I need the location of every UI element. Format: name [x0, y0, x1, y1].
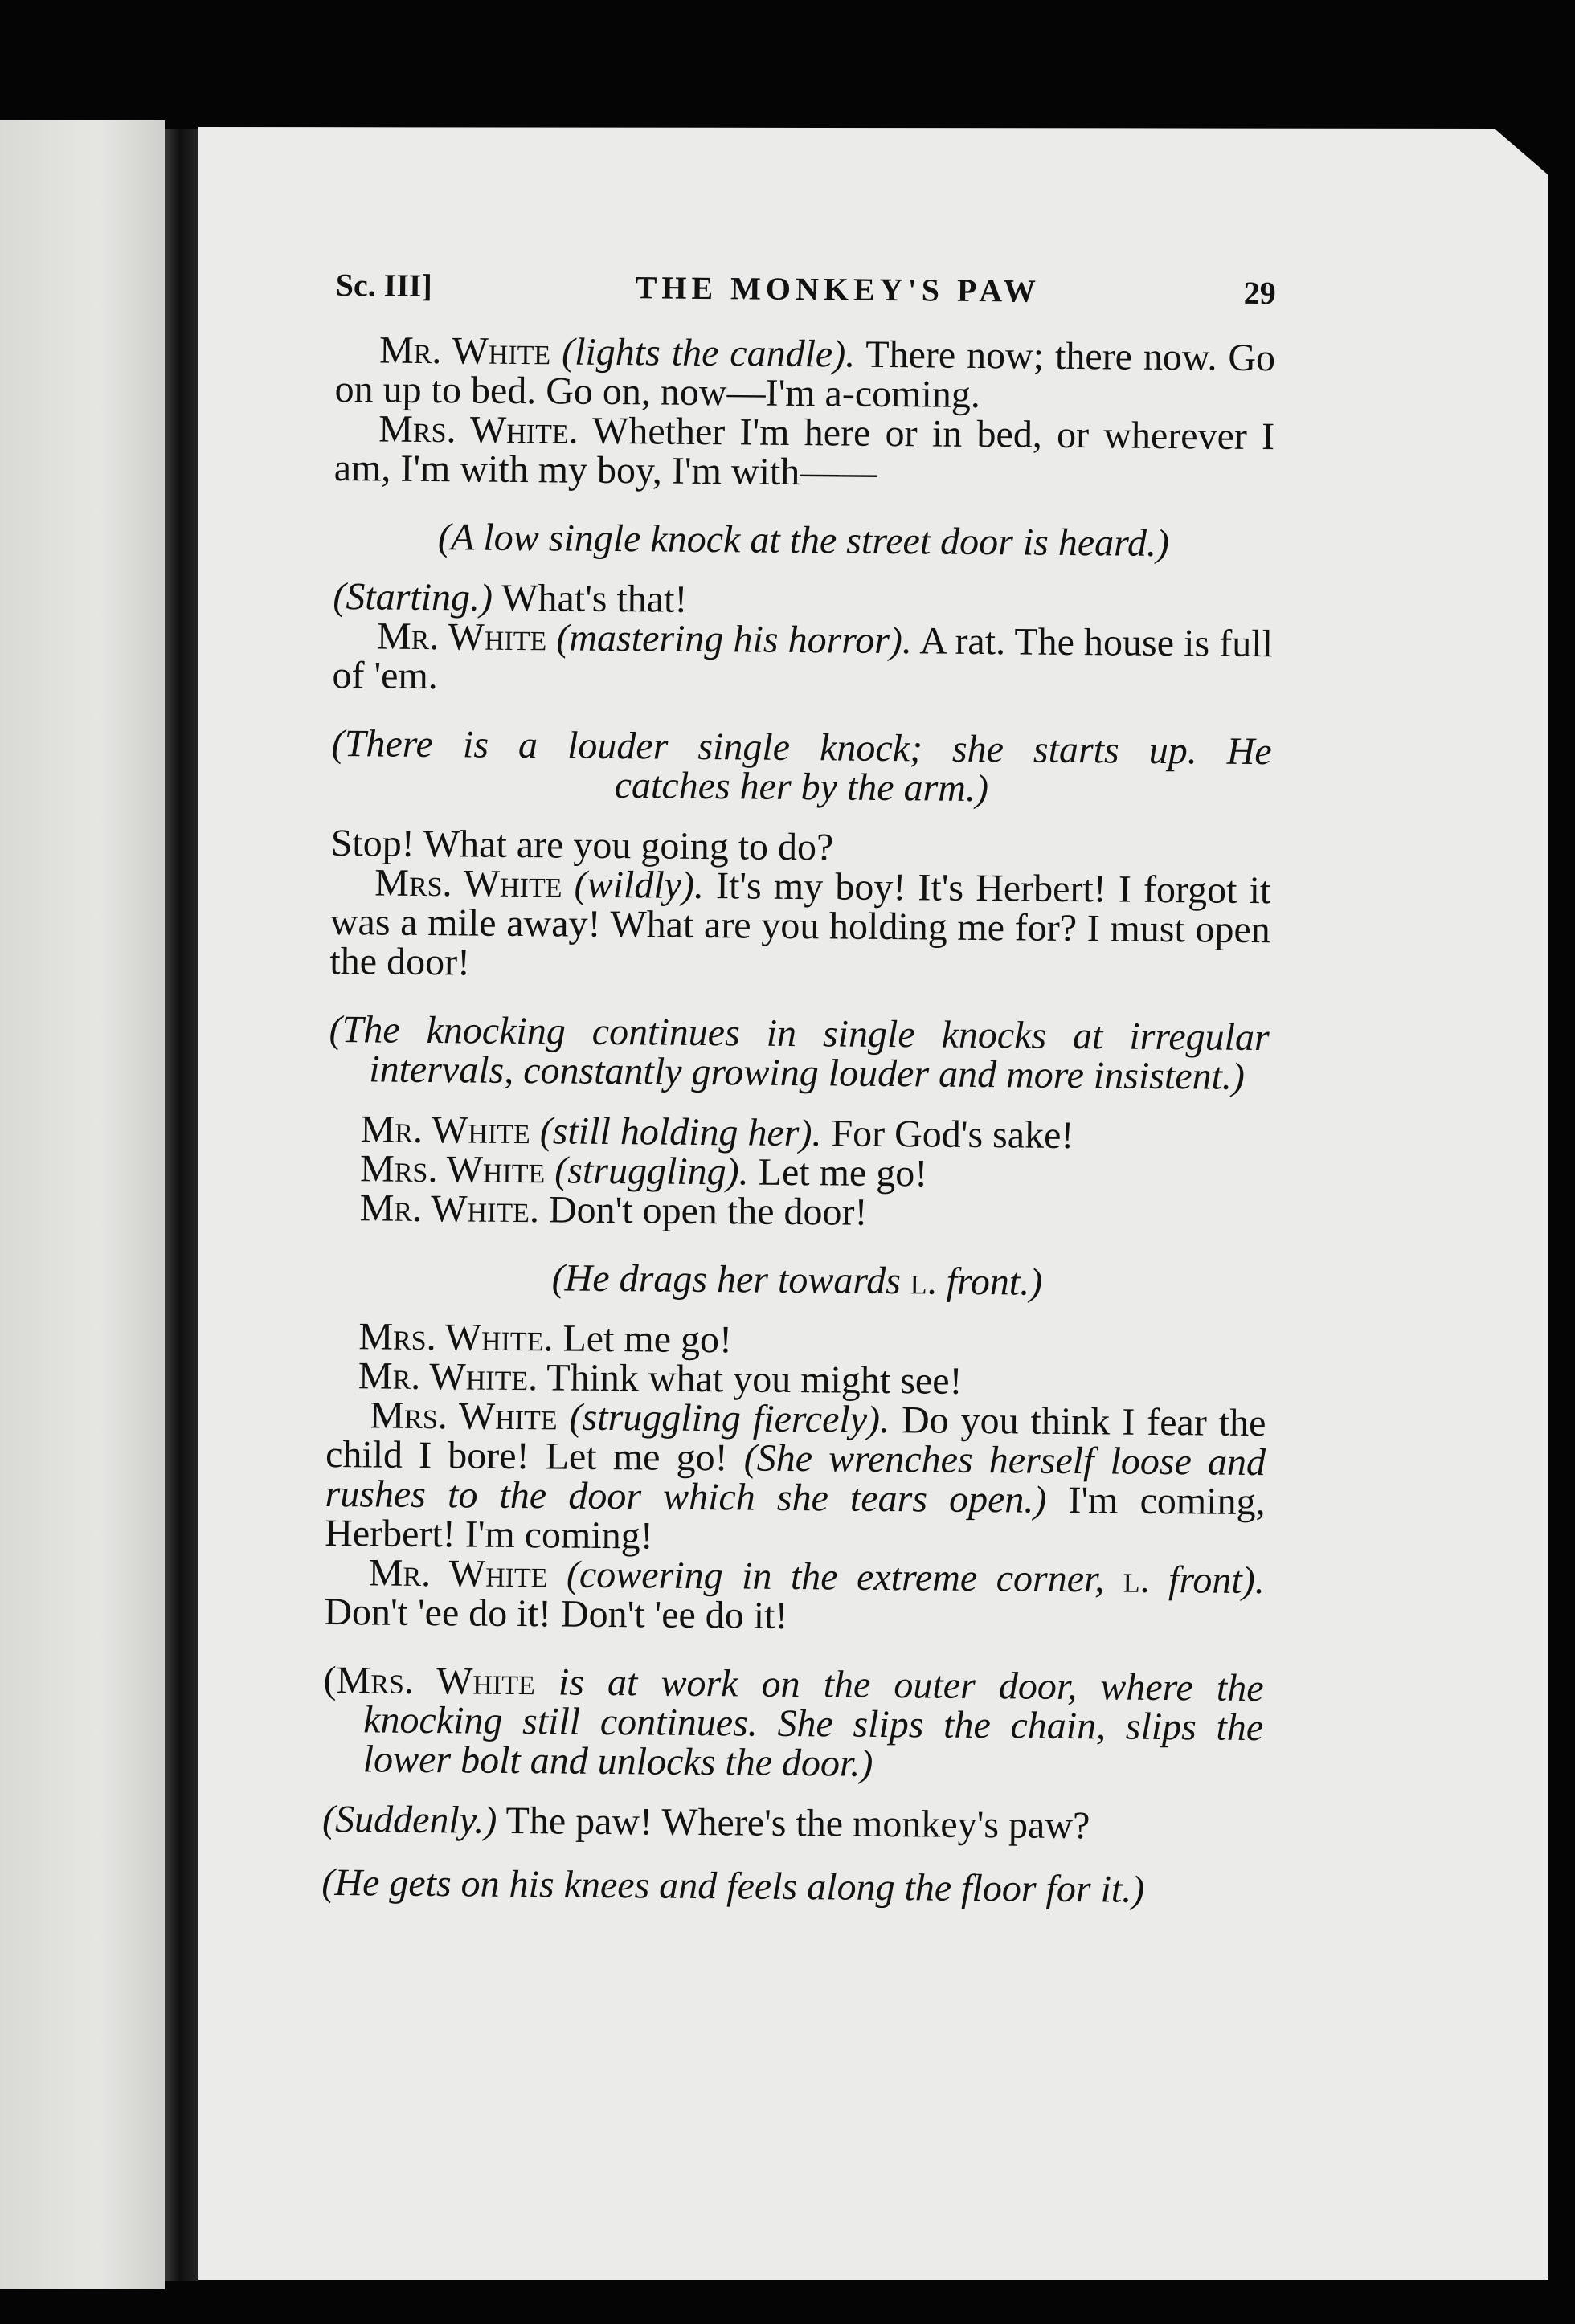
dialogue-text: There now; there now. Go on up to bed. Go on, now—I'm a-coming. — [334, 333, 1276, 417]
stage-direction: (wildly). — [574, 863, 705, 908]
speaker-name: Mrs. White — [374, 861, 562, 906]
stage-direction: (still holding her). — [539, 1109, 822, 1155]
stage-direction: (struggling fiercely). — [569, 1395, 890, 1442]
stage-direction: (mastering his horror). — [556, 616, 913, 663]
running-header — [336, 265, 1276, 312]
speaker-name: Mrs. White — [336, 1659, 536, 1704]
speaker-name: Mr. White. — [359, 1187, 540, 1231]
stage-direction: (lights the candle). — [561, 330, 856, 376]
dialogue-line — [329, 863, 1270, 989]
dialogue-text: Don't 'ee do it! Don't 'ee do it! — [324, 1590, 788, 1637]
dialogue-text: For God's sake! — [821, 1112, 1074, 1158]
stage-direction-text: is at work on the outer door, where the knocking still continues. She slips the chain, slips the lower bolt and unlocks the door.) — [362, 1660, 1264, 1785]
stage-direction-block — [327, 1256, 1267, 1304]
dialogue-line — [334, 330, 1275, 417]
stage-direction-block — [331, 721, 1272, 811]
stage-direction: (struggling). — [554, 1149, 749, 1194]
dialogue-line — [334, 409, 1275, 496]
running-title: THE MONKEY'S PAW — [635, 269, 1041, 309]
stage-direction: front). — [1149, 1558, 1265, 1603]
dialogue-line — [322, 1799, 1262, 1847]
dialogue-text: The paw! Where's the monkey's paw? — [497, 1799, 1090, 1848]
stage-direction: (cowering in the extreme corner, — [566, 1553, 1124, 1601]
speaker-name: Mr. White — [376, 615, 547, 660]
page-text — [321, 265, 1276, 1931]
dialogue-line — [325, 1395, 1266, 1561]
speaker-name: Mrs. White. — [358, 1315, 554, 1360]
stage-left-abbrev: l. — [910, 1260, 937, 1303]
dialogue-text: I'm coming, Herbert! I'm coming! — [324, 1478, 1266, 1558]
dialogue-line: Stop! What are you going to do? — [330, 821, 834, 869]
stage-direction: (Starting.) — [333, 574, 493, 619]
speaker-name: Mrs. White. — [378, 407, 579, 452]
left-page-edge — [0, 120, 165, 2289]
dialogue-text: It's my boy! It's Herbert! I forgot it was a mile away! What are you holding me for? I must open the door! — [329, 864, 1271, 984]
speaker-name: Mr. White — [360, 1108, 531, 1153]
dialogue-line — [328, 1188, 1268, 1236]
dialogue-text: Do you think I fear the child I bore! Let me go! — [325, 1399, 1266, 1480]
dialogue-line — [332, 616, 1273, 703]
page-number: 29 — [1243, 274, 1276, 312]
dialogue-text: Let me go! — [748, 1150, 928, 1195]
stage-direction-block: (He gets on his knees and feels along the floor for it.) — [321, 1860, 1145, 1911]
dialogue-text: Let me go! — [553, 1317, 733, 1362]
stage-direction-block: (A low single knock at the street door is heard.) — [437, 516, 1170, 566]
stage-paren: ( — [323, 1658, 337, 1702]
stage-direction-block: (The knocking continues in single knocks at irregular intervals, constantly growing louder and more insistent.) — [329, 1007, 1270, 1098]
stage-direction-text: (He drags her towards — [551, 1256, 911, 1303]
stage-left-abbrev: l. — [1123, 1558, 1150, 1601]
stage-direction-line: catches her by the arm.) — [614, 764, 989, 811]
speaker-name: Mr. White — [378, 329, 551, 374]
speaker-name: Mrs. White — [359, 1147, 546, 1192]
speaker-name: Mr. White. — [358, 1354, 538, 1399]
dialogue-line — [324, 1553, 1265, 1640]
stage-direction-block — [323, 1660, 1264, 1787]
dialogue-text: What's that! — [492, 576, 688, 621]
dialogue-text: A rat. The house is full of 'em. — [332, 619, 1274, 698]
stage-direction: (She wrenches herself loose and rushes to the door which she tears open.) — [325, 1436, 1266, 1521]
stage-direction: (Suddenly.) — [321, 1797, 497, 1842]
speaker-name: Mr. White — [368, 1551, 548, 1596]
section-label: Sc. III] — [335, 266, 433, 304]
dialogue-text: Think what you might see! — [537, 1356, 963, 1403]
stage-direction-line: (There is a louder single knock; she starts up. He — [331, 721, 1272, 774]
book-gutter — [165, 129, 198, 2281]
dialogue-text: Don't open the door! — [538, 1188, 868, 1234]
speaker-name: Mrs. White — [370, 1394, 558, 1439]
stage-direction-text: front.) — [936, 1260, 1043, 1304]
dialogue-text: Whether I'm here or in bed, or wherever I am, I'm with my boy, I'm with—— — [333, 409, 1275, 494]
